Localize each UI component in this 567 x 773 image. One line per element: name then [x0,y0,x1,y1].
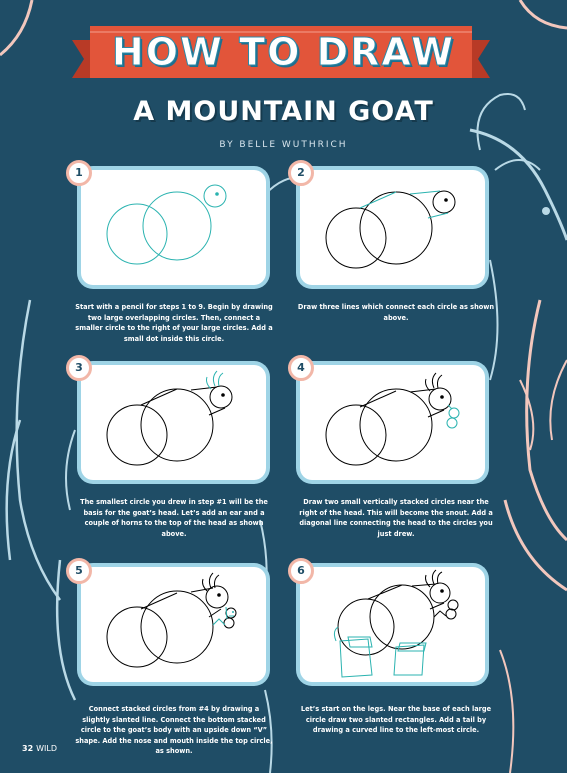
step-5-drawing [81,567,266,682]
step-1-drawing [81,170,266,285]
step-6-number: 6 [288,558,314,584]
step-6-drawing [300,567,485,682]
step-2-drawing [300,170,485,285]
step-3-drawing [81,365,266,480]
step-3-caption: The smallest circle you drew in step #1 will be the basis for the goat’s head. Let’s add an ear and a couple of horns to the top of the head as shown above. [80,498,268,538]
byline: BY BELLE WUTHRICH [219,140,348,150]
magazine-name: WILD [36,744,58,753]
step-6-card [300,567,485,682]
page-number: 32 [22,744,34,753]
step-2-card [300,170,485,285]
step-2-number: 2 [288,160,314,186]
step-5-number: 5 [66,558,92,584]
step-1-card [81,170,266,285]
step-1-number: 1 [66,160,92,186]
step-4-drawing [300,365,485,480]
step-1-caption: Start with a pencil for steps 1 to 9. Begin by drawing two large overlapping circles. Then, connect a smaller circle to the right of your large circles. Add a small dot inside this circle. [75,303,273,343]
title-line-2: A MOUNTAIN GOAT [133,96,434,127]
step-4-card [300,365,485,480]
step-4-caption: Draw two small vertically stacked circles near the right of the head. This will become the snout. Add a diagonal line connecting the head to the circles you just drew. [299,498,493,538]
step-5-card [81,567,266,682]
step-3-number: 3 [66,355,92,381]
step-4-number: 4 [288,355,314,381]
step-5-caption: Connect stacked circles from #4 by drawing a slightly slanted line. Connect the bottom stacked circle to the goat’s body with an upside down “V” shape. Add the nose and mouth inside the top circle, as shown. [75,705,273,756]
step-6-caption: Let’s start on the legs. Near the base of each large circle draw two slanted rectangles. Add a tail by drawing a curved line to the left-most circle. [300,705,492,735]
step-3-card [81,365,266,480]
page-footer [22,744,57,753]
title-line-1: HOW TO DRAW [111,30,456,74]
step-2-caption: Draw three lines which connect each circle as shown above. [297,303,495,322]
